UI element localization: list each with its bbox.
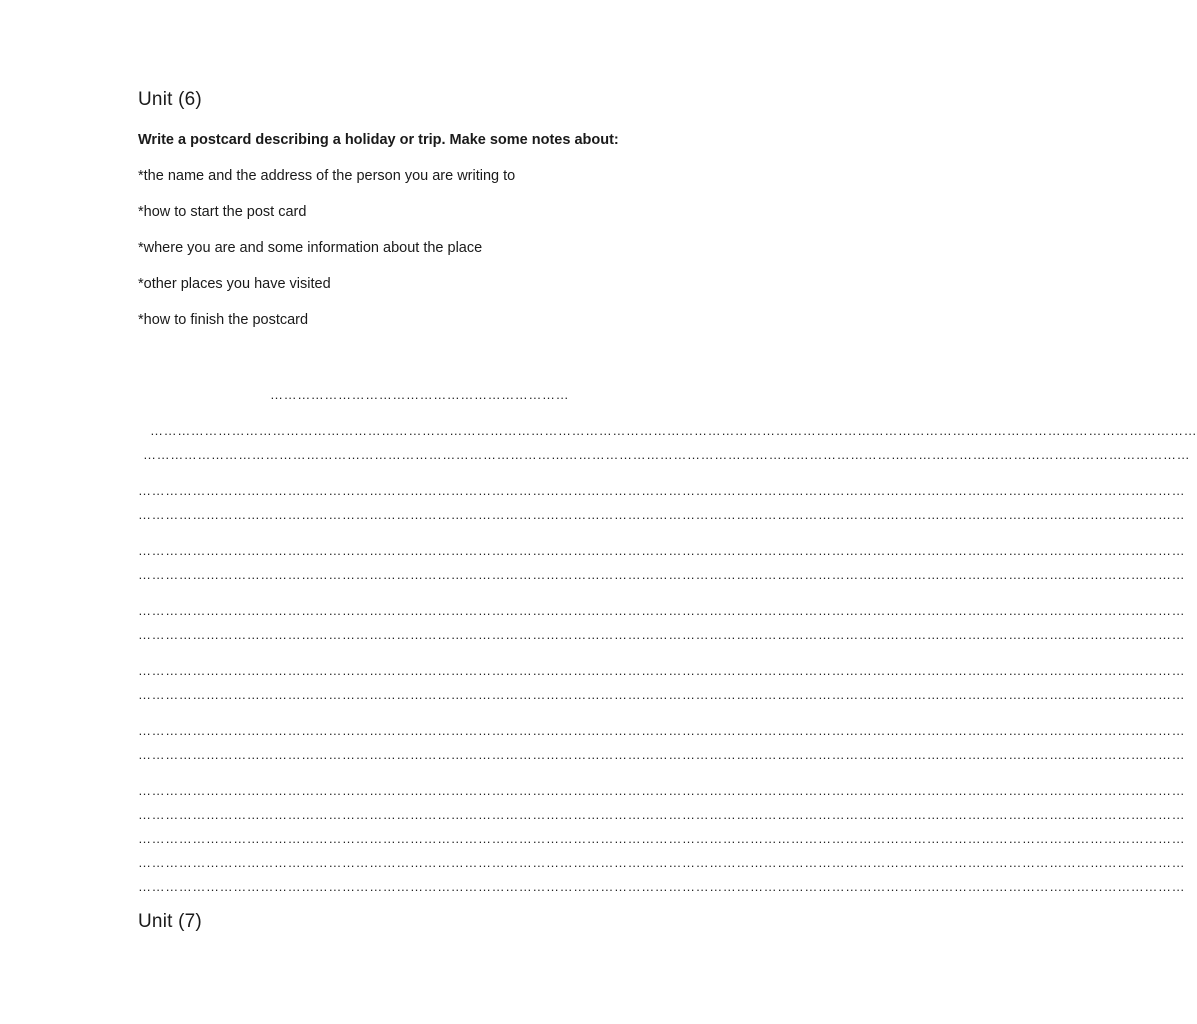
writing-line: ……………………………………………………………………………………………………………………………………………………………………………………………………………: [138, 879, 1186, 894]
writing-line: ……………………………………………………………………………………………………………………………………………………………………………………………………………: [138, 603, 1186, 618]
writing-line: ……………………………………………………………………………………………………………………………………………………………………………………………………………: [143, 447, 1191, 462]
unit-6-heading: Unit (6): [138, 89, 202, 110]
note-item: *where you are and some information about the place: [138, 240, 483, 256]
writing-line: ……………………………………………………………………………………………………………………………………………………………………………………………………………: [138, 831, 1186, 846]
note-item: *the name and the address of the person you are writing to: [138, 168, 516, 184]
note-item: *how to finish the postcard: [138, 312, 309, 328]
writing-line: ……………………………………………………………………………………………………………………………………………………………………………………………………………: [138, 483, 1186, 498]
writing-line: ……………………………………………………………………………………………………………………………………………………………………………………………………………: [138, 507, 1186, 522]
writing-line: ……………………………………………………………………………………………………………………………………………………………………………………………………………: [138, 687, 1186, 702]
writing-line: ……………………………………………………………………………………………………………………………………………………………………………………………………………: [138, 663, 1186, 678]
unit-7-heading: Unit (7): [138, 911, 202, 932]
postcard-greeting-line: …………………………………………………………: [270, 387, 570, 402]
writing-line: ……………………………………………………………………………………………………………………………………………………………………………………………………………: [150, 423, 1197, 438]
writing-line: ……………………………………………………………………………………………………………………………………………………………………………………………………………: [138, 747, 1186, 762]
writing-line: ……………………………………………………………………………………………………………………………………………………………………………………………………………: [138, 543, 1186, 558]
writing-line: ……………………………………………………………………………………………………………………………………………………………………………………………………………: [138, 783, 1186, 798]
writing-line: ……………………………………………………………………………………………………………………………………………………………………………………………………………: [138, 627, 1186, 642]
writing-line: ……………………………………………………………………………………………………………………………………………………………………………………………………………: [138, 855, 1186, 870]
note-item: *other places you have visited: [138, 276, 331, 292]
writing-line: ……………………………………………………………………………………………………………………………………………………………………………………………………………: [138, 723, 1186, 738]
writing-line: ……………………………………………………………………………………………………………………………………………………………………………………………………………: [138, 567, 1186, 582]
instruction-text: Write a postcard describing a holiday or trip. Make some notes about:: [138, 132, 619, 148]
writing-line: ……………………………………………………………………………………………………………………………………………………………………………………………………………: [138, 807, 1186, 822]
note-item: *how to start the post card: [138, 204, 307, 220]
